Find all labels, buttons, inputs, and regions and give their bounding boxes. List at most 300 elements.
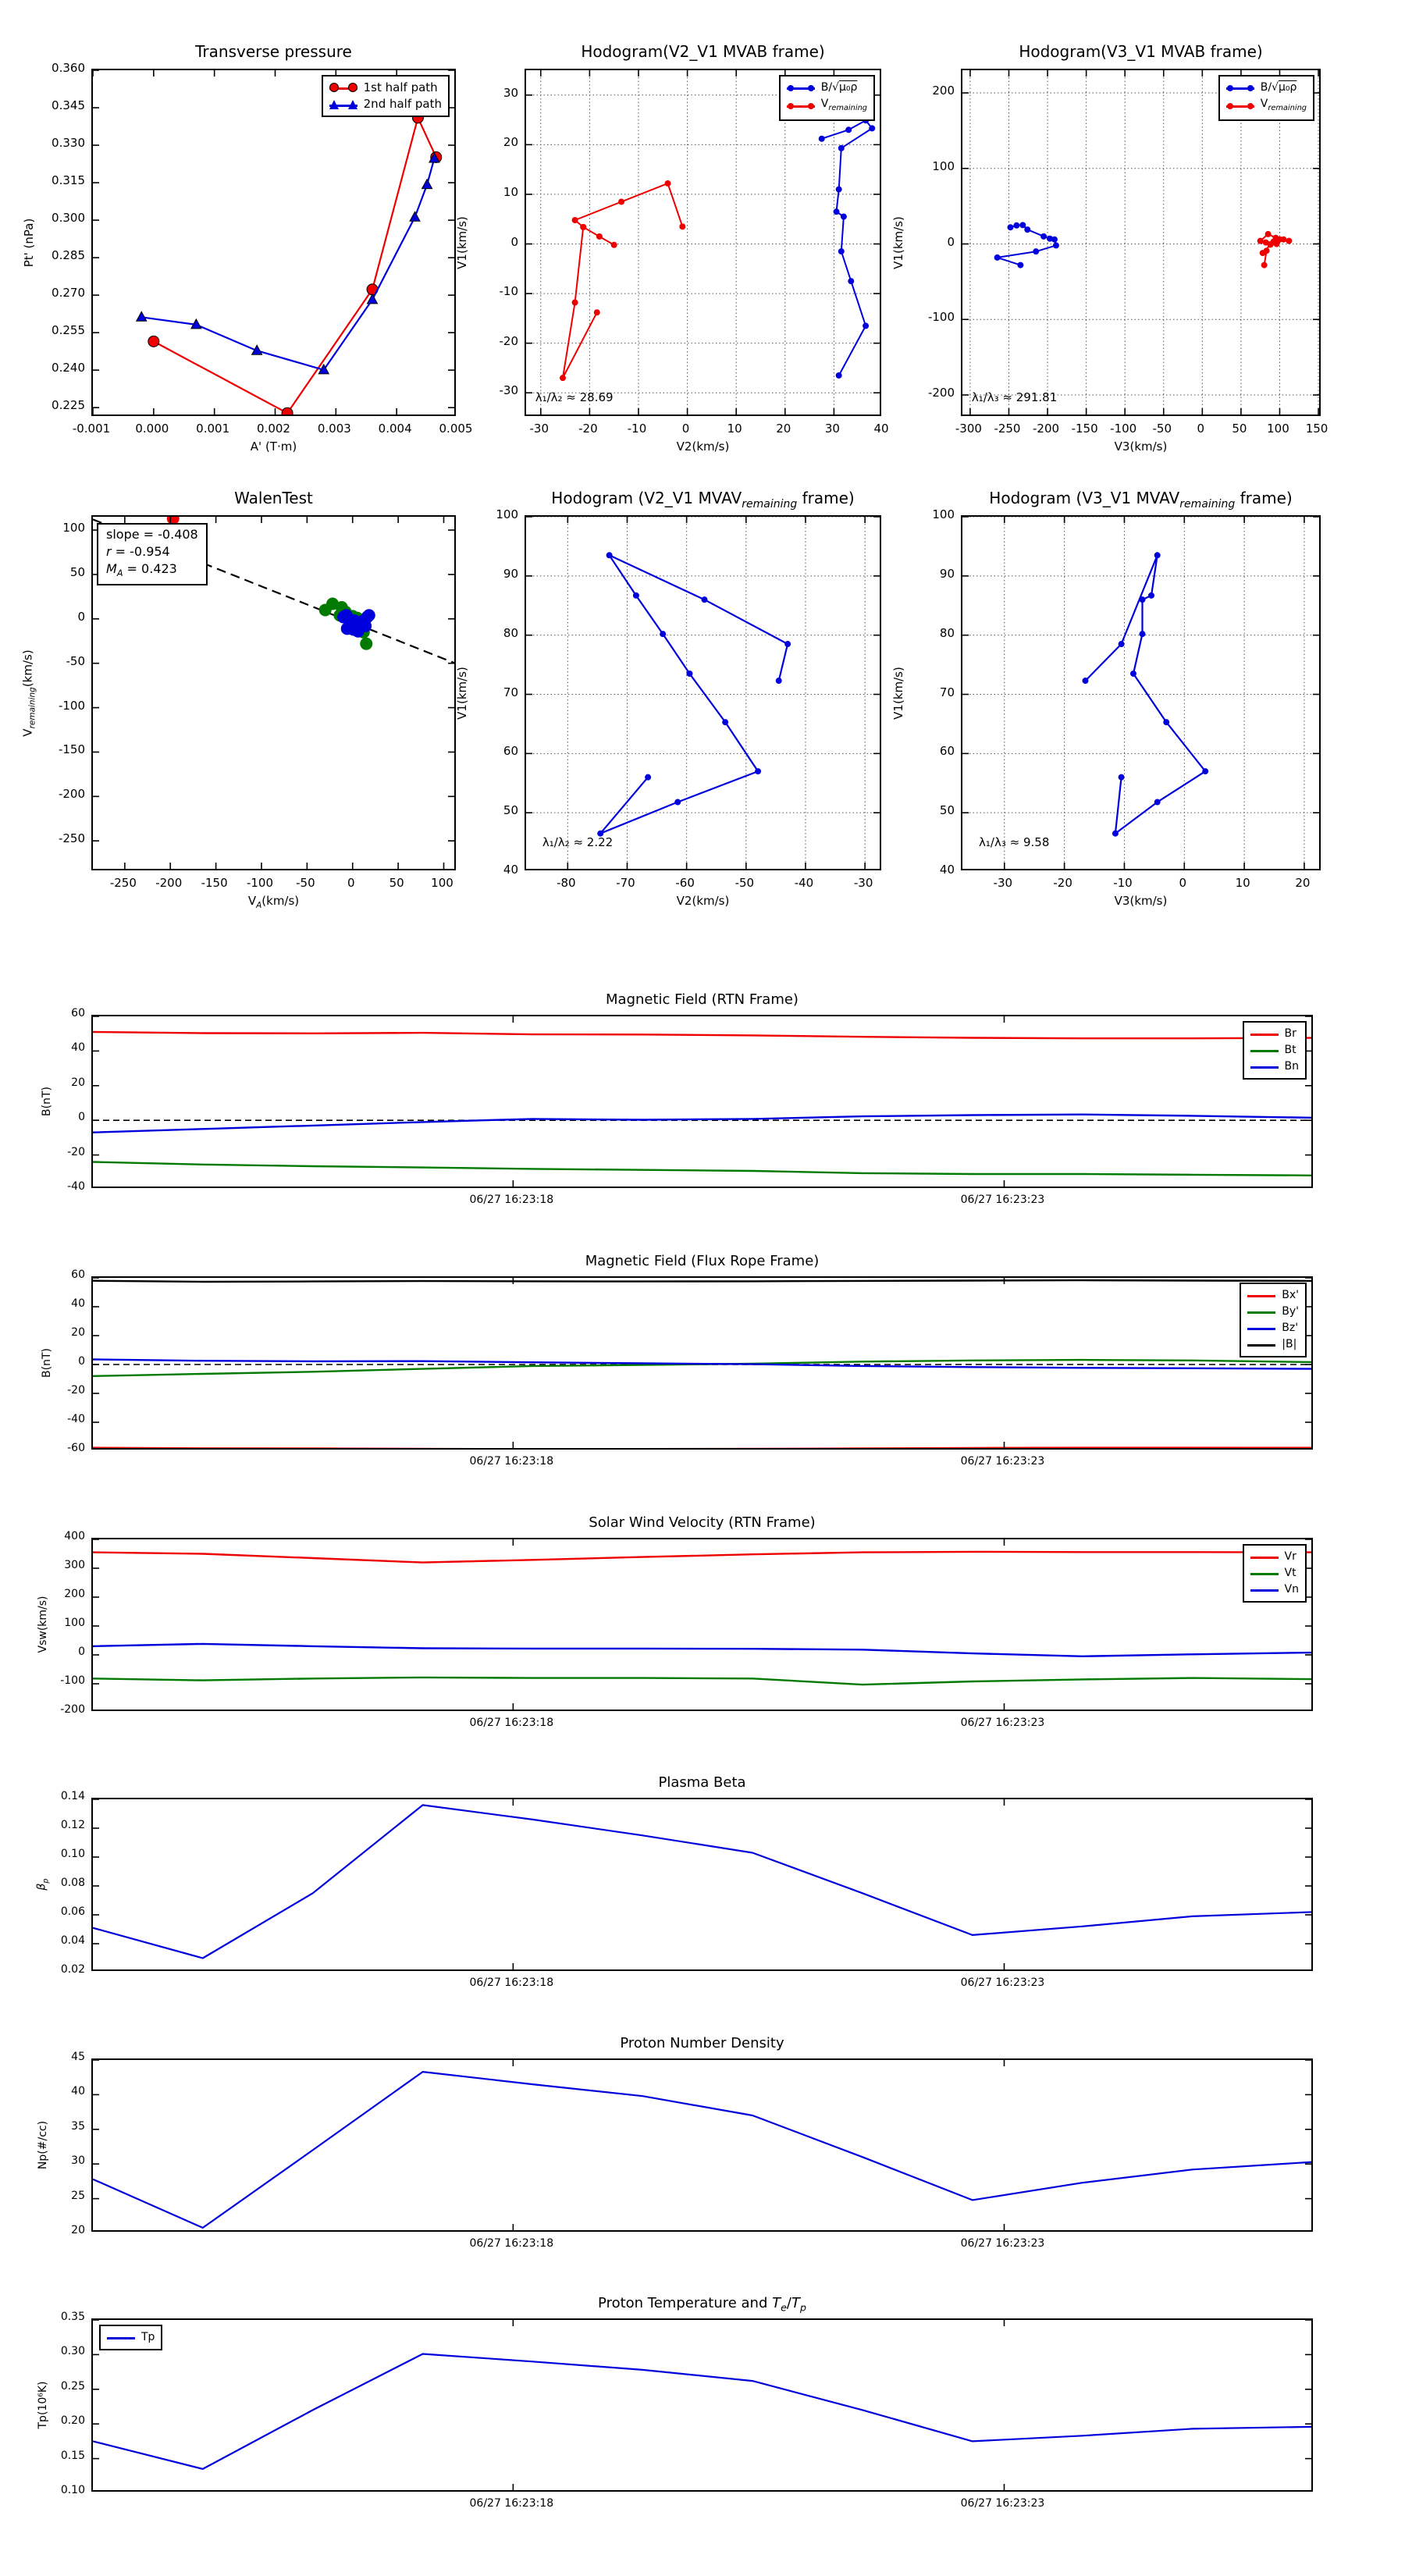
y-tick-label: 25 [71,2189,85,2202]
x-tick-label: 50 [1232,422,1247,436]
axis-ticks [962,517,1319,869]
x-tick-label: -10 [627,422,647,436]
plot-title: Magnetic Field (RTN Frame) [606,991,799,1008]
x-tick-label: 06/27 16:23:18 [469,1194,554,1206]
series-Np [93,2072,1311,2228]
text-segment: / [786,2295,791,2311]
legend [99,2325,162,2350]
x-tick-label: -10 [1113,876,1133,890]
text-segment: slope = -0.408 [106,527,198,542]
legend [1240,1283,1307,1357]
legend-marker-line [1247,1340,1275,1350]
y-tick-label: 40 [71,2085,85,2098]
y-tick-label: 40 [71,1041,85,1055]
stats-line [106,543,198,560]
text-segment: Proton Temperature and [598,2295,773,2311]
legend [1218,75,1314,121]
series-1st half path [148,112,442,415]
axis-ticks [93,1539,1311,1710]
legend-dot [1247,85,1254,91]
y-tick-label: 0.360 [52,61,85,75]
text-segment: V [20,728,35,737]
y-tick-label: 90 [503,566,518,581]
plot-transverse-pressure [91,69,456,416]
text-segment: β [35,1883,48,1891]
legend-dot [808,103,814,109]
y-tick-label: 90 [939,566,955,581]
y-axis-label [21,649,37,736]
annotation: λ₁/λ₂ ≈ 28.69 [535,390,614,404]
y-tick-label: 40 [939,863,955,877]
legend-label: Bn [1284,1060,1299,1073]
legend-triangle [348,100,357,109]
legend-line [1247,1295,1275,1297]
y-tick-label: 50 [939,803,955,818]
plot-title: Plasma Beta [658,1774,746,1791]
text-segment: B/√ [820,81,839,94]
legend-line [1250,1034,1279,1036]
series-V remaining [1257,231,1293,269]
axis-ticks [93,2320,1311,2490]
legend-entry [787,96,867,116]
plot-title: Transverse pressure [195,42,352,61]
legend-marker-line [1247,1323,1275,1334]
y-tick-label: 60 [71,1268,85,1281]
legend-label: Bx' [1282,1289,1299,1301]
x-tick-label: -60 [675,876,695,890]
y-tick-label: -40 [67,1180,85,1193]
legend-marker-line [1250,1568,1279,1579]
legend-entry [1247,1287,1299,1304]
legend-label: Br [1284,1027,1297,1040]
text-segment: μ₀ρ [838,81,858,94]
y-tick-label: -200 [60,1703,85,1716]
text-segment: Hodogram (V3_V1 MVAV [989,489,1180,507]
text-segment: V [1260,98,1268,110]
x-tick-label: -150 [201,876,228,890]
text-segment: = -0.954 [111,544,170,559]
annotation: λ₁/λ₃ ≈ 9.58 [979,834,1050,849]
series-Tp [93,2354,1311,2469]
y-axis-label: V1(km/s) [455,666,469,720]
plot-title [525,489,881,511]
x-tick-label: -250 [109,876,137,890]
x-tick-label: 06/27 16:23:23 [960,2497,1045,2510]
plot-hodogram-v3v1-mvav [961,515,1321,870]
y-tick-label: 0.10 [60,2484,85,2496]
x-tick-label: -50 [1152,422,1172,436]
y-tick-label: -100 [927,310,955,325]
text-segment: e [781,2301,787,2314]
legend-entry [1250,1549,1299,1565]
text-segment: M [106,561,117,576]
plot-magnetic-field-rtn [91,1015,1313,1188]
x-tick-label: -150 [1071,422,1098,436]
legend-label [821,96,867,116]
x-tick-label: -50 [296,876,315,890]
y-axis-label: V1(km/s) [455,215,469,269]
legend-entry [329,96,442,112]
x-tick-label: 0 [1179,876,1187,890]
y-tick-label: 100 [62,521,85,535]
y-tick-label: 30 [71,2154,85,2168]
legend-entry [1250,1582,1299,1598]
plot-canvas [93,2320,1311,2490]
stats-line [106,560,198,582]
x-tick-label: 150 [1305,422,1329,436]
y-tick-label: 30 [503,85,518,100]
legend-dot [1247,103,1254,109]
plot-hodogram-v2v1-mvav [525,515,881,870]
y-tick-label: 400 [64,1530,85,1542]
annotation: λ₁/λ₂ ≈ 2.22 [542,834,614,849]
x-tick-label: 06/27 16:23:23 [960,1976,1045,1989]
x-tick-label: -50 [735,876,755,890]
legend-dot [1227,85,1233,91]
legend-label: Bz' [1282,1322,1299,1334]
x-tick-label: 0.005 [439,422,473,436]
x-tick-label: 50 [389,876,404,890]
x-tick-label: -20 [1053,876,1072,890]
legend-marker-line [1250,1045,1279,1056]
legend-entry [1247,1304,1299,1320]
plot-title: Solar Wind Velocity (RTN Frame) [589,1514,816,1531]
text-segment: A [256,901,262,910]
plot-proton-temperature [91,2318,1313,2492]
plot-title [91,2295,1313,2314]
text-segment: frame) [1235,489,1293,507]
plot-title: Proton Number Density [620,2035,784,2051]
plot-canvas [93,1799,1311,1969]
x-tick-label: 0.002 [257,422,290,436]
y-axis-label: Pt' (nPa) [22,218,36,267]
series-Vt [93,1678,1311,1685]
legend-label: 2nd half path [363,97,442,111]
y-tick-label: -250 [58,831,85,846]
y-tick-label: 0.02 [60,1963,85,1976]
y-tick-label: 0.240 [52,361,85,375]
y-tick-label: 80 [503,625,518,640]
text-segment: frame) [797,489,855,507]
plot-canvas [93,1539,1311,1710]
y-tick-label: 200 [64,1588,85,1600]
x-tick-label: -0.001 [72,422,111,436]
plot-title: Hodogram(V2_V1 MVAB frame) [581,42,825,61]
x-tick-label: 06/27 16:23:18 [469,1976,554,1989]
legend [779,75,875,121]
series-Vn [93,1644,1311,1656]
x-tick-label: 06/27 16:23:23 [960,2237,1045,2250]
y-tick-label: 0.10 [60,1848,85,1860]
x-axis-label: V2(km/s) [676,439,730,454]
y-tick-label: 40 [503,863,518,877]
legend-line [1247,1344,1275,1347]
legend-entry [787,80,867,96]
legend-line [1247,1311,1275,1314]
y-tick-label: 0.300 [52,211,85,226]
x-tick-label: -30 [853,876,873,890]
y-tick-label: 100 [932,158,955,173]
x-tick-label: -40 [794,876,814,890]
stats-line [106,526,198,543]
y-tick-label: 20 [71,1076,85,1089]
y-tick-label: -40 [67,1413,85,1425]
legend-marker-line [107,2332,135,2343]
legend-triangle [329,100,339,109]
legend [1243,1021,1307,1080]
x-axis-label: V2(km/s) [676,894,730,908]
y-axis-label: B(nT) [41,1087,53,1116]
legend-label: Vr [1284,1550,1297,1563]
legend [322,75,450,117]
y-tick-label: 50 [69,564,85,579]
series-Vr [93,1552,1311,1563]
x-tick-label: 40 [873,422,889,436]
y-axis-label [36,1878,51,1890]
plot-title: Hodogram(V3_V1 MVAB frame) [1019,42,1263,61]
y-tick-label: 80 [939,625,955,640]
legend-label [821,80,858,96]
y-tick-label: 0.12 [60,1819,85,1831]
text-segment: A [116,568,123,579]
legend-dot [788,103,794,109]
text-segment: (km/s) [261,894,300,908]
y-tick-label: 0 [78,1111,85,1124]
x-tick-label: -200 [1033,422,1060,436]
text-segment: remaining [27,686,37,728]
y-tick-label: 45 [71,2051,85,2063]
plot-hodogram-v3v1-mvab [961,69,1321,416]
y-tick-label: -10 [499,284,518,299]
legend-marker-dots [787,83,815,94]
y-tick-label: -100 [60,1674,85,1687]
text-segment: (km/s) [20,649,35,687]
legend-label: Tp [141,2331,155,2343]
y-tick-label: 0.30 [60,2345,85,2358]
legend-entry [1226,96,1307,116]
y-tick-label: 0.14 [60,1790,85,1802]
y-tick-label: 300 [64,1559,85,1571]
legend-line [107,2337,135,2339]
legend-line [1247,1328,1275,1330]
legend-label [1261,80,1297,96]
legend-marker-line [1250,1062,1279,1073]
y-tick-label: 40 [71,1297,85,1310]
series-2nd half path [137,153,439,374]
y-axis-label: Np(#/cc) [37,2120,49,2170]
legend-circle [348,83,357,92]
text-segment: remaining [742,498,798,511]
plot-canvas [962,70,1319,415]
x-tick-label: 0.000 [135,422,169,436]
y-tick-label: 20 [503,135,518,150]
x-tick-label: -80 [557,876,576,890]
y-tick-label: 70 [939,685,955,699]
legend-dot [1227,103,1233,109]
legend-marker-dots [787,101,815,112]
axis-ticks [93,70,454,415]
legend-line [1250,1589,1279,1592]
legend-entry [1250,1565,1299,1582]
x-tick-label: 30 [824,422,840,436]
legend-label [1261,96,1307,116]
x-tick-label: 06/27 16:23:23 [960,1455,1045,1468]
x-tick-label: -30 [529,422,550,436]
text-segment: V [820,98,829,110]
y-tick-label: -100 [58,698,85,713]
y-tick-label: 20 [71,1326,85,1339]
y-tick-label: -20 [67,1384,85,1397]
plot-title: WalenTest [234,489,313,507]
y-tick-label: 60 [503,744,518,759]
x-tick-label: 06/27 16:23:23 [960,1194,1045,1206]
x-tick-label: -20 [578,422,598,436]
x-tick-label: 20 [776,422,791,436]
y-tick-label: -60 [67,1442,85,1454]
series-Bn [93,1115,1311,1133]
y-tick-label: 50 [503,803,518,818]
text-segment: remaining [1268,103,1307,112]
legend-entry [1247,1336,1299,1353]
legend-entry [1226,80,1307,96]
legend-line [1250,1557,1279,1559]
text-segment: μ₀ρ [1278,81,1297,94]
y-tick-label: 200 [932,84,955,98]
y-tick-label: 0.25 [60,2379,85,2393]
stats-box [97,523,208,585]
axis-ticks [93,1799,1311,1969]
x-tick-label: 100 [431,876,454,890]
y-axis-label: V1(km/s) [891,215,905,269]
legend-line [1250,1050,1279,1052]
x-tick-label: 0.001 [196,422,230,436]
y-tick-label: -200 [927,385,955,400]
x-tick-label: 0 [347,876,355,890]
y-axis-label: Vsw(km/s) [37,1596,49,1653]
y-tick-label: 100 [932,507,955,521]
legend-entry [1247,1320,1299,1336]
text-segment: T [772,2295,781,2311]
x-tick-label: -300 [955,422,982,436]
legend-marker-line [1250,1585,1279,1596]
x-tick-label: 0 [1197,422,1205,436]
y-tick-label: 0.08 [60,1877,85,1889]
y-tick-label: 0.255 [52,323,85,338]
axis-ticks [93,2060,1311,2230]
axis-ticks [526,70,880,415]
legend-marker-dots [1226,83,1254,94]
series-Bt [93,1162,1311,1176]
legend-label: Vn [1284,1583,1299,1596]
y-tick-label: 0.35 [60,2311,85,2323]
y-tick-label: 0.04 [60,1934,85,1947]
y-tick-label: 0 [78,1355,85,1368]
y-tick-label: -150 [58,742,85,757]
y-tick-label: 0.330 [52,136,85,151]
legend-marker-dots [1226,101,1254,112]
x-tick-label: 0.003 [317,422,351,436]
y-tick-label: 0 [78,1646,85,1658]
y-tick-label: 35 [71,2119,85,2133]
legend-marker-circle [329,83,357,94]
x-tick-label: 06/27 16:23:18 [469,1717,554,1729]
legend-entry [1250,1042,1299,1059]
y-tick-label: -50 [66,653,85,668]
legend-line [1250,1066,1279,1069]
x-axis-label: V3(km/s) [1114,894,1168,908]
annotation: λ₁/λ₃ ≈ 291.81 [971,390,1058,404]
plot-canvas [93,2060,1311,2230]
x-tick-label: -70 [616,876,635,890]
legend-label: |B| [1282,1338,1297,1350]
plot-title [961,489,1321,511]
plot-proton-number-density [91,2058,1313,2232]
y-axis-label: Tp(10⁶K) [37,2381,49,2429]
y-tick-label: 0.225 [52,398,85,413]
plot-canvas [93,1278,1311,1448]
legend-marker-triangle [329,99,357,110]
x-axis-label: V3(km/s) [1114,439,1168,454]
plot-title: Magnetic Field (Flux Rope Frame) [585,1253,820,1269]
y-tick-label: 0 [947,234,955,249]
plot-canvas [962,517,1319,869]
legend-entry [107,2329,155,2346]
text-segment: B/√ [1260,81,1279,94]
grid-lines [962,517,1319,869]
series-Br [93,1032,1311,1038]
legend-label: Bt [1284,1044,1297,1056]
y-tick-label: 0.270 [52,286,85,301]
text-segment: remaining [1179,498,1236,511]
plot-canvas [526,70,880,415]
y-tick-label: 0.20 [60,2414,85,2428]
series-B/sqrt(mu0 rho) [994,222,1059,268]
text-segment: p [41,1878,51,1884]
y-tick-label: 60 [71,1007,85,1019]
y-tick-label: 100 [64,1617,85,1629]
axis-ticks [93,1016,1311,1187]
x-tick-label: 0 [681,422,690,436]
series-B/sqrt(mu0 rho) [819,117,875,379]
y-tick-label: 0.06 [60,1905,85,1918]
y-tick-label: 70 [503,685,518,699]
x-tick-label: -100 [1110,422,1137,436]
text-segment: remaining [828,103,867,112]
text-segment: r [106,544,112,559]
x-tick-label: -250 [994,422,1021,436]
legend-label: Vt [1284,1567,1297,1579]
legend-label: By' [1282,1305,1299,1318]
grid-lines [526,70,880,415]
x-tick-label: 06/27 16:23:23 [960,1717,1045,1729]
plot-magnetic-field-flux-rope [91,1276,1313,1450]
y-tick-label: 0.285 [52,248,85,263]
legend-entry [329,80,442,96]
legend [1243,1544,1307,1603]
legend-entry [1250,1059,1299,1075]
legend-marker-line [1250,1552,1279,1563]
y-tick-label: 100 [496,507,518,521]
x-tick-label: 100 [1267,422,1289,436]
y-tick-label: 0.15 [60,2449,85,2462]
text-segment: p [799,2301,806,2314]
legend-entry [1250,1026,1299,1042]
x-tick-label: 10 [727,422,742,436]
plot-canvas [93,1016,1311,1187]
y-tick-label: -20 [499,333,518,348]
y-axis-label: B(nT) [41,1348,53,1378]
y-tick-label: 0.315 [52,173,85,188]
